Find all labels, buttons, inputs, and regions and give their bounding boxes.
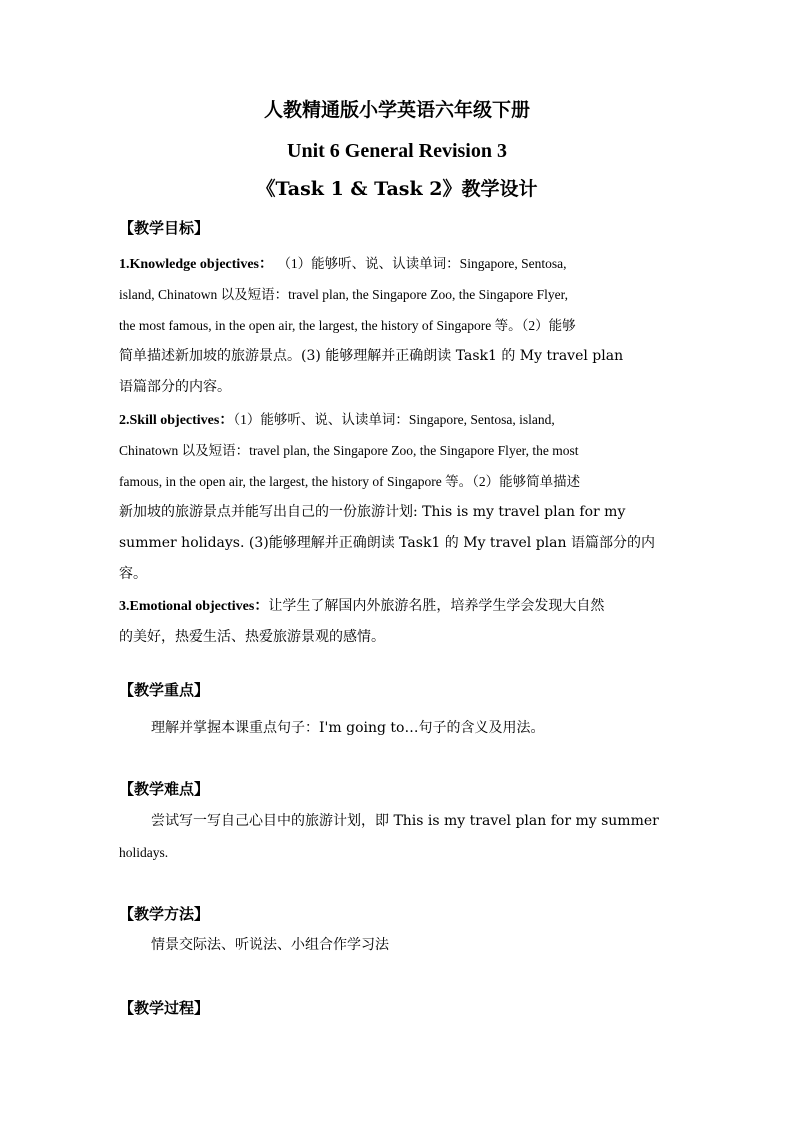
skill-line-5: summer holidays. (3)能够理解并正确朗读 Task1 的 My travel plan 语篇部分的内 — [119, 535, 655, 551]
unit-title: Unit 6 General Revision 3 — [287, 140, 507, 162]
knowledge-label: 1.Knowledge objectives： — [119, 257, 273, 272]
emotional-line-2: 的美好，热爱生活、热爱旅游景观的感情。 — [119, 629, 385, 645]
lesson-title: 《Task 1 & Task 2》教学设计 — [256, 178, 538, 200]
methods-text: 情景交际法、听说法、小组合作学习法 — [151, 937, 389, 953]
skill-line-6: 容。 — [119, 566, 147, 582]
knowledge-line-4: 简单描述新加坡的旅游景点。(3) 能够理解并正确朗读 Task1 的 My travel plan — [119, 348, 624, 364]
skill-line-4: 新加坡的旅游景点并能写出自己的一份旅游计划: This is my travel plan for my — [119, 504, 626, 520]
knowledge-line-3: the most famous, in the open air, the largest, the history of Singapore 等。（2）能够 — [119, 318, 576, 333]
knowledge-objectives — [119, 248, 673, 403]
knowledge-line-2: island, Chinatown 以及短语：travel plan, the Singapore Zoo, the Singapore Flyer, — [119, 287, 569, 302]
objectives-heading: 【教学目标】 — [119, 219, 210, 237]
process-heading: 【教学过程】 — [119, 999, 210, 1017]
knowledge-line-1: 1.Knowledge objectives： （1）能够听、说、认读单词：Singapore, Sentosa, — [119, 256, 567, 272]
document-title: 人教精通版小学英语六年级下册 — [263, 99, 530, 121]
difficulties-line-1: 尝试写一写自己心目中的旅游计划，即 This is my travel plan for my summer — [151, 813, 659, 829]
emotional-objectives — [119, 591, 673, 653]
skill-line-3: famous, in the open air, the largest, the history of Singapore 等。（2）能够简单描述 — [119, 474, 581, 489]
skill-label: 2.Skill objectives： — [119, 413, 234, 428]
difficulties-heading: 【教学难点】 — [119, 780, 210, 798]
methods-heading: 【教学方法】 — [119, 905, 210, 923]
key-points-heading: 【教学重点】 — [119, 681, 210, 699]
skill-line-1: 2.Skill objectives：（1）能够听、说、认读单词：Singapore, Sentosa, island, — [119, 412, 555, 428]
knowledge-line-5: 语篇部分的内容。 — [119, 379, 231, 395]
skill-line-2: Chinatown 以及短语：travel plan, the Singapore Zoo, the Singapore Flyer, the most — [119, 443, 579, 458]
skill-objectives — [119, 404, 673, 590]
emotional-label: 3.Emotional objectives： — [119, 599, 269, 614]
emotional-line-1: 3.Emotional objectives：让学生了解国内外旅游名胜，培养学生学会发现大自然 — [119, 598, 605, 614]
difficulties-line-2: holidays. — [119, 845, 169, 860]
key-points-text: 理解并掌握本课重点句子：I'm going to…句子的含义及用法。 — [151, 720, 545, 736]
